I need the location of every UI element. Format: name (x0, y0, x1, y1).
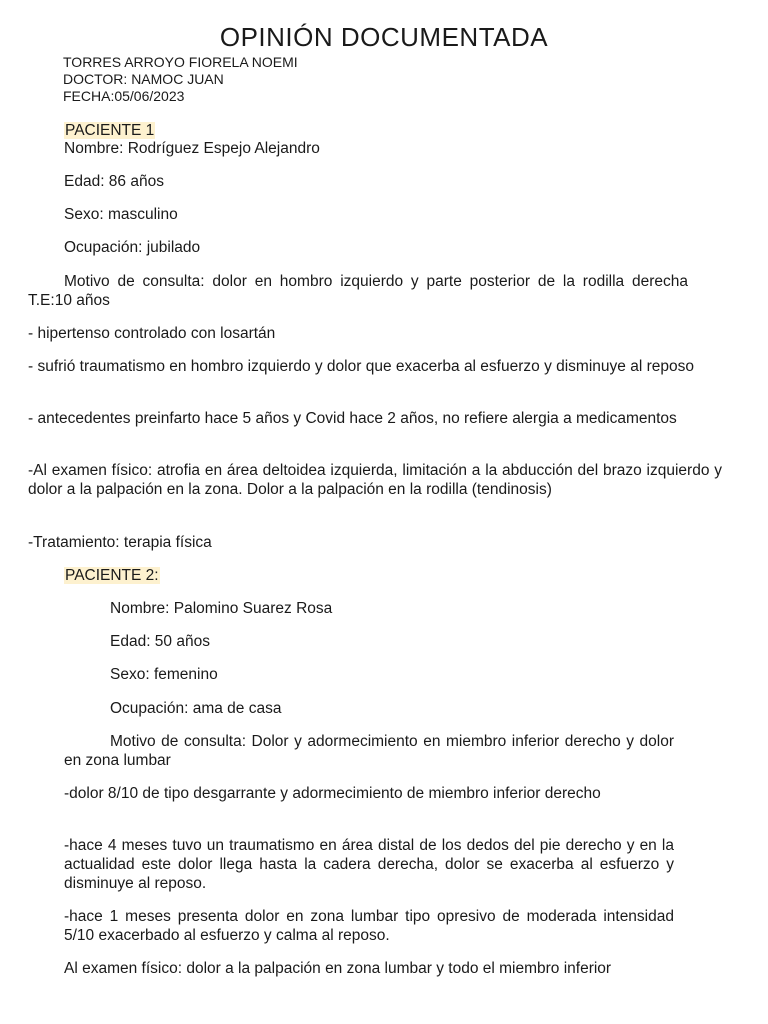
patient1-reason: Motivo de consulta: dolor en hombro izquierdo y parte posterior de la rodilla derecha T.E:10 años (28, 273, 688, 309)
patient2-note: -dolor 8/10 de tipo desgarrante y adormecimiento de miembro inferior derecho (64, 785, 601, 802)
patient1-age: Edad: 86 años (64, 173, 164, 190)
patient1-note: - sufrió traumatismo en hombro izquierdo y dolor que exacerba al esfuerzo y disminuye al reposo (28, 358, 694, 375)
patient2-occupation: Ocupación: ama de casa (110, 700, 282, 717)
doctor-name: DOCTOR: NAMOC JUAN (63, 71, 224, 87)
patient2-note: -hace 4 meses tuvo un traumatismo en área distal de los dedos del pie derecho y en la actualidad este dolor llega hasta la cadera derecha, dolor se exacerba al esfuerzo y disminuye al reposo. (64, 837, 674, 892)
patient2-age: Edad: 50 años (110, 633, 210, 650)
patient1-occupation: Ocupación: jubilado (64, 239, 201, 256)
patient1-sex: Sexo: masculino (64, 206, 178, 223)
patient1-note: - antecedentes preinfarto hace 5 años y Covid hace 2 años, no refiere alergia a medicamentos (28, 410, 677, 427)
patient1-note: -Al examen físico: atrofia en área deltoidea izquierda, limitación a la abducción del brazo izquierdo y dolor a la palpación en la zona. Dolor a la palpación en la rodilla (tendinosis) (28, 462, 722, 498)
student-name: TORRES ARROYO FIORELA NOEMI (63, 54, 298, 70)
patient2-note: Al examen físico: dolor a la palpación en zona lumbar y todo el miembro inferior (64, 960, 612, 977)
patient2-note: -hace 1 meses presenta dolor en zona lumbar tipo opresivo de moderada intensidad 5/10 exacerbado al esfuerzo y calma al reposo. (64, 908, 674, 944)
patient1-name: Nombre: Rodríguez Espejo Alejandro (64, 140, 320, 157)
patient1-note: - hipertenso controlado con losartán (28, 325, 276, 342)
patient2-heading (64, 566, 160, 585)
patient2-name: Nombre: Palomino Suarez Rosa (110, 600, 333, 617)
document-title: OPINIÓN DOCUMENTADA (219, 22, 549, 52)
patient1-heading-text: PACIENTE 1 (65, 122, 155, 139)
patient1-note: -Tratamiento: terapia física (28, 534, 212, 551)
patient2-heading-text: PACIENTE 2: (65, 567, 159, 584)
document-date: FECHA:05/06/2023 (63, 88, 185, 104)
patient2-reason: Motivo de consulta: Dolor y adormecimiento en miembro inferior derecho y dolor en zona lumbar (64, 733, 674, 769)
patient2-sex: Sexo: femenino (110, 666, 218, 683)
patient1-heading (64, 121, 155, 140)
